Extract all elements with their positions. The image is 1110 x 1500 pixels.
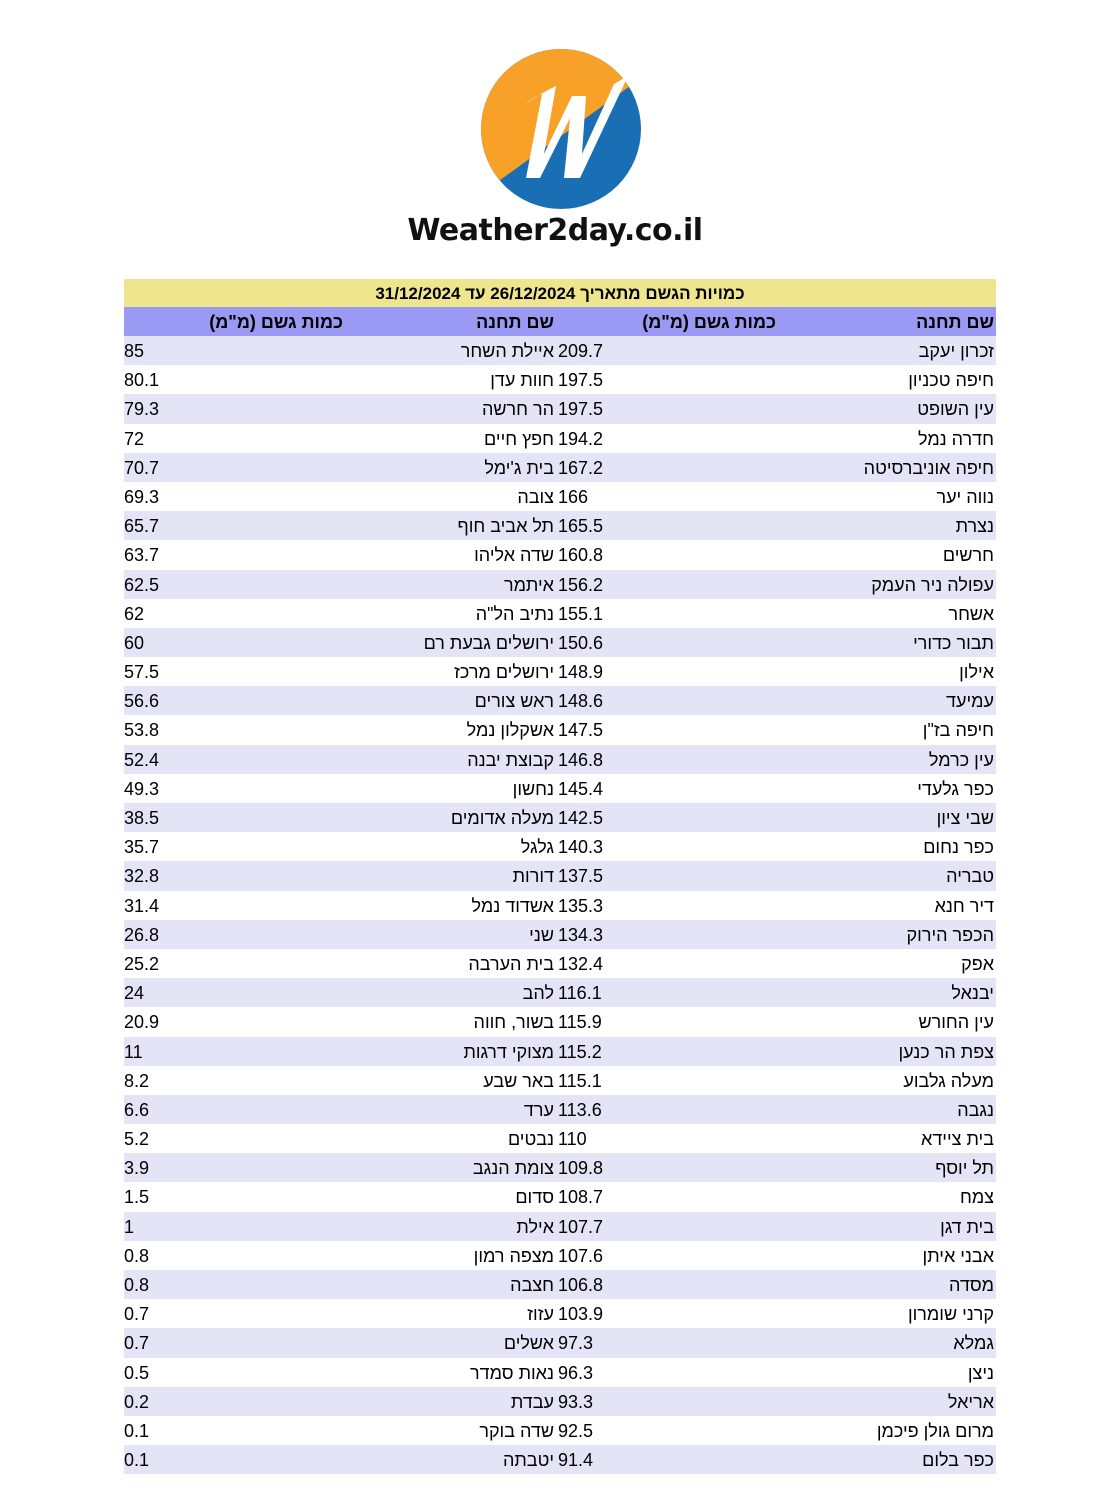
station-a-cell: אשחר: [948, 603, 994, 624]
amount-a-cell: 137.5: [558, 866, 604, 887]
station-a-cell: שבי ציון: [936, 808, 994, 828]
amount-a-cell: 155.1: [558, 603, 604, 624]
table-row: [124, 394, 996, 423]
station-b-cell: אשלים: [503, 1333, 554, 1354]
amount-b-cell: 31.4: [124, 895, 160, 916]
amount-b-cell: 0.2: [124, 1391, 150, 1412]
amount-b-cell: 8.2: [124, 1070, 150, 1091]
station-b-cell: גלגל: [520, 837, 554, 858]
amount-b-cell: 25.2: [124, 953, 160, 974]
station-a-cell: הכפר הירוק: [906, 924, 994, 945]
table-row: [124, 1212, 996, 1241]
station-b-cell: אילת: [516, 1216, 554, 1237]
station-b-cell: נחשון: [512, 778, 554, 799]
table-row: [124, 1037, 996, 1066]
amount-b-cell: 79.3: [124, 399, 160, 420]
station-a-cell: אריאל: [947, 1391, 994, 1412]
amount-b-cell: 52.4: [124, 749, 160, 770]
header-amount-a-label: כמות גשם (מ"מ): [642, 312, 776, 332]
amount-a-cell: 197.5: [558, 370, 604, 391]
station-a-cell: נגבה: [957, 1099, 994, 1120]
table-row: [124, 453, 996, 482]
station-a-cell: חיפה טכניון: [908, 370, 994, 391]
amount-a-cell: 209.7: [558, 341, 604, 361]
amount-b-cell: 26.8: [124, 924, 160, 945]
table-row: [124, 424, 996, 453]
station-a-cell: מעלה גלבוע: [903, 1070, 994, 1091]
amount-b-cell: 56.6: [124, 691, 160, 712]
station-b-cell: יטבתה: [502, 1450, 554, 1471]
station-b-cell: שדה אליהו: [474, 545, 554, 566]
amount-a-cell: 115.1: [558, 1070, 602, 1091]
amount-a-cell: 142.5: [558, 808, 604, 828]
amount-b-cell: 72: [124, 428, 145, 449]
amount-a-cell: 146.8: [558, 749, 604, 770]
header-station-a: שם תחנה: [916, 312, 994, 332]
station-b-cell: אשדוד נמל: [471, 895, 554, 916]
station-b-cell: ירושלים גבעת רם: [423, 632, 554, 653]
station-b-cell: אשקלון נמל: [466, 720, 554, 741]
amount-b-cell: 80.1: [124, 370, 160, 391]
table-row: [124, 803, 996, 832]
rainfall-table: [124, 279, 996, 1474]
table-row: [124, 1241, 996, 1270]
amount-b-cell: 6.6: [124, 1099, 150, 1120]
station-b-cell: עזוז: [527, 1304, 554, 1325]
amount-b-cell: 63.7: [124, 545, 160, 566]
station-a-cell: גמלא: [953, 1333, 994, 1354]
station-b-cell: שדה בוקר: [479, 1420, 554, 1441]
amount-a-cell: 91.4: [558, 1450, 594, 1471]
amount-a-cell: 107.7: [558, 1216, 604, 1237]
table-row: [124, 336, 996, 365]
station-b-cell: חפץ חיים: [484, 428, 554, 449]
amount-b-cell: 0.7: [124, 1333, 150, 1354]
table-title: כמויות הגשם מתאריך 26/12/2024 עד 31/12/2024: [124, 279, 996, 307]
table-row: [124, 861, 996, 890]
table-row: [124, 1124, 996, 1153]
station-b-cell: להב: [522, 983, 554, 1004]
amount-b-cell: 57.5: [124, 662, 160, 683]
station-b-cell: צומת הנגב: [472, 1158, 554, 1179]
amount-a-cell: 116.1: [558, 983, 602, 1004]
station-a-cell: חדרה נמל: [917, 428, 994, 449]
amount-a-cell: 160.8: [558, 545, 604, 566]
station-b-cell: בית ג'ימל: [484, 457, 554, 478]
station-a-cell: נווה יער: [936, 486, 994, 507]
amount-b-cell: 85: [124, 341, 145, 361]
amount-b-cell: 62.5: [124, 574, 160, 595]
table-header-row: [124, 307, 996, 336]
station-b-cell: איילת השחר: [460, 341, 554, 361]
amount-a-cell: 156.2: [558, 574, 604, 595]
amount-a-cell: 93.3: [558, 1391, 594, 1412]
table-row: [124, 832, 996, 861]
station-a-cell: זכרון יעקב: [918, 341, 994, 361]
amount-b-cell: 62: [124, 603, 145, 624]
table-row: [124, 715, 996, 744]
station-a-cell: בית ציידא: [921, 1129, 994, 1150]
amount-b-cell: 49.3: [124, 778, 160, 799]
station-a-cell: קרני שומרון: [907, 1304, 994, 1325]
amount-a-cell: 167.2: [558, 457, 604, 478]
station-b-cell: ערד: [523, 1099, 554, 1120]
table-row: [124, 1153, 996, 1182]
amount-b-cell: 3.9: [124, 1158, 150, 1179]
station-b-cell: חצבה: [510, 1275, 554, 1295]
station-a-cell: יבנאל: [951, 983, 994, 1004]
amount-a-cell: 103.9: [558, 1304, 604, 1325]
table-row: [124, 949, 996, 978]
station-a-cell: אילון: [959, 662, 994, 683]
table-row: [124, 1445, 996, 1474]
amount-a-cell: 197.5: [558, 399, 604, 420]
station-b-cell: שני: [529, 924, 554, 945]
table-row: [124, 540, 996, 569]
table-row: [124, 1270, 996, 1299]
amount-a-cell: 147.5: [558, 720, 604, 741]
station-a-cell: טבריה: [946, 866, 994, 887]
station-b-cell: סדום: [515, 1187, 554, 1208]
amount-a-cell: 145.4: [558, 778, 604, 799]
amount-b-cell: 65.7: [124, 516, 160, 537]
amount-b-cell: 5.2: [124, 1129, 150, 1150]
station-a-cell: חיפה בז"ן: [922, 720, 994, 741]
station-a-cell: נצרת: [955, 516, 994, 537]
station-a-cell: דיר חנא: [934, 895, 994, 916]
station-a-cell: תל יוסף: [935, 1158, 994, 1179]
table-row: [124, 1066, 996, 1095]
station-a-cell: צפת הר כנען: [898, 1041, 994, 1062]
amount-b-cell: 0.7: [124, 1304, 150, 1325]
station-a-cell: בית דגן: [940, 1216, 994, 1237]
header-amount-a: [558, 307, 776, 336]
amount-a-cell: 140.3: [558, 837, 604, 858]
amount-b-cell: 53.8: [124, 720, 160, 741]
amount-b-cell: 38.5: [124, 808, 160, 828]
station-a-cell: עמיעד: [946, 691, 994, 712]
amount-b-cell: 0.8: [124, 1245, 150, 1266]
amount-b-cell: 0.5: [124, 1362, 150, 1383]
table-row: [124, 1328, 996, 1357]
amount-a-cell: 194.2: [558, 428, 604, 449]
amount-a-cell: 113.6: [558, 1099, 602, 1120]
table-row: [124, 1387, 996, 1416]
table-row: [124, 1299, 996, 1328]
table-row: [124, 482, 996, 511]
station-b-cell: נתיב הל"ה: [475, 603, 554, 624]
amount-b-cell: 0.1: [124, 1420, 150, 1441]
station-b-cell: מצוקי דרגות: [463, 1041, 554, 1062]
amount-b-cell: 11: [124, 1041, 143, 1062]
station-a-cell: תבור כדורי: [913, 632, 994, 653]
amount-a-cell: 115.9: [558, 1012, 602, 1033]
station-b-cell: נבטים: [507, 1129, 554, 1150]
amount-b-cell: 20.9: [124, 1012, 160, 1033]
amount-a-cell: 148.6: [558, 691, 604, 712]
amount-a-cell: 135.3: [558, 895, 604, 916]
table-row: [124, 686, 996, 715]
station-a-cell: מרום גולן פיכמן: [876, 1420, 994, 1441]
amount-b-cell: 24: [124, 983, 145, 1004]
table-row: [124, 1358, 996, 1387]
weather2day-logo-icon: [478, 46, 644, 212]
amount-a-cell: 165.5: [558, 516, 604, 537]
station-a-cell: כפר גלעדי: [917, 778, 994, 799]
amount-a-cell: 132.4: [558, 953, 604, 974]
amount-b-cell: 60: [124, 632, 145, 653]
station-a-cell: עין השופט: [917, 399, 994, 420]
station-b-cell: מצפה רמון: [473, 1245, 554, 1266]
station-b-cell: באר שבע: [483, 1070, 554, 1091]
amount-a-cell: 115.2: [558, 1041, 602, 1062]
amount-a-cell: 96.3: [558, 1362, 594, 1383]
station-a-cell: עפולה ניר העמק: [871, 574, 994, 595]
table-row: [124, 657, 996, 686]
table-row: [124, 745, 996, 774]
header-amount-b: [124, 307, 343, 336]
station-b-cell: ירושלים מרכז: [454, 662, 554, 683]
header-amount-b-label: כמות גשם (מ"מ): [209, 312, 343, 332]
table-row: [124, 774, 996, 803]
amount-b-cell: 32.8: [124, 866, 160, 887]
station-b-cell: איתמר: [503, 574, 554, 595]
table-row: [124, 1416, 996, 1445]
amount-a-cell: 108.7: [558, 1187, 604, 1208]
station-b-cell: הר חרשה: [481, 399, 554, 420]
amount-a-cell: 106.8: [558, 1275, 604, 1295]
table-row: [124, 891, 996, 920]
table-body: [124, 336, 996, 1474]
table-row: [124, 628, 996, 657]
table-row: [124, 1095, 996, 1124]
station-b-cell: עבדת: [510, 1391, 554, 1412]
amount-a-cell: 148.9: [558, 662, 604, 683]
header-station-b: שם תחנה: [476, 312, 554, 332]
table-row: [124, 365, 996, 394]
table-row: [124, 978, 996, 1007]
station-b-cell: בשור, חווה: [473, 1012, 554, 1033]
station-a-cell: אבני איתן: [922, 1245, 994, 1266]
station-b-cell: מעלה אדומים: [450, 808, 554, 828]
station-a-cell: כפר נחום: [923, 837, 994, 858]
amount-b-cell: 0.8: [124, 1275, 150, 1295]
station-a-cell: כפר בלום: [922, 1450, 994, 1471]
station-a-cell: עין החורש: [918, 1012, 994, 1033]
station-b-cell: בית הערבה: [468, 953, 554, 974]
station-b-cell: חוות עדן: [490, 370, 554, 391]
amount-b-cell: 1: [124, 1216, 135, 1237]
station-b-cell: צובה: [517, 486, 554, 507]
station-b-cell: קבוצת יבנה: [467, 749, 554, 770]
amount-b-cell: 0.1: [124, 1450, 150, 1471]
station-a-cell: צמח: [959, 1187, 994, 1208]
station-a-cell: עין כרמל: [928, 749, 994, 770]
amount-b-cell: 1.5: [124, 1187, 150, 1208]
amount-a-cell: 150.6: [558, 632, 604, 653]
station-a-cell: מסדה: [948, 1275, 994, 1295]
station-b-cell: ראש צורים: [474, 691, 554, 712]
station-b-cell: נאות סמדר: [469, 1362, 554, 1383]
station-a-cell: ניצן: [967, 1362, 994, 1383]
station-b-cell: דורות: [512, 866, 554, 887]
amount-a-cell: 134.3: [558, 924, 604, 945]
station-a-cell: חיפה אוניברסיטה: [863, 457, 994, 478]
brand-name: Weather2day.co.il: [407, 213, 703, 248]
amount-b-cell: 70.7: [124, 457, 160, 478]
amount-a-cell: 97.3: [558, 1333, 594, 1354]
table-row: [124, 1182, 996, 1211]
amount-b-cell: 69.3: [124, 486, 160, 507]
amount-a-cell: 109.8: [558, 1158, 604, 1179]
table-row: [124, 511, 996, 540]
amount-a-cell: 166: [558, 486, 589, 507]
amount-a-cell: 107.6: [558, 1245, 604, 1266]
table-row: [124, 1007, 996, 1036]
amount-a-cell: 110: [558, 1129, 587, 1150]
station-a-cell: חרשים: [942, 545, 994, 566]
station-b-cell: תל אביב חוף: [457, 516, 554, 537]
table-row: [124, 570, 996, 599]
amount-b-cell: 35.7: [124, 837, 160, 858]
amount-a-cell: 92.5: [558, 1420, 594, 1441]
station-a-cell: אפק: [961, 953, 994, 974]
table-row: [124, 599, 996, 628]
table-row: [124, 920, 996, 949]
